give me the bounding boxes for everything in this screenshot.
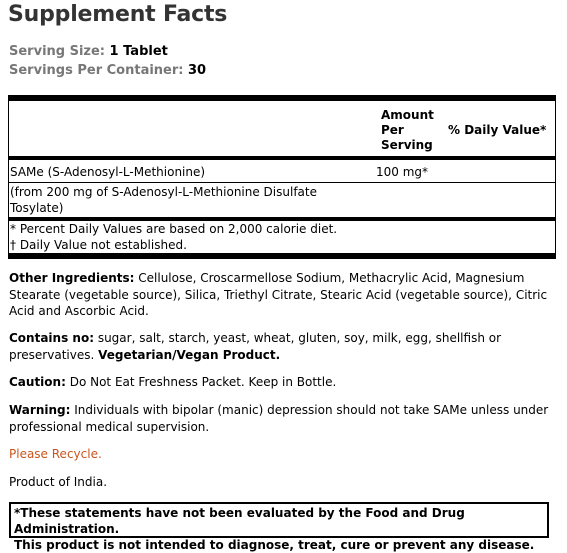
source-note-line-2: Tosylate) (10, 201, 64, 215)
servings-per-container-label: Servings Per Container: (9, 63, 184, 78)
source-note (10, 184, 317, 216)
daily-value-header: % Daily Value* (448, 123, 547, 137)
warning-label: Warning: (9, 403, 71, 417)
warning (9, 402, 549, 435)
warning-text: Individuals with bipolar (manic) depression should not take SAMe unless under professional medical supervision. (9, 403, 549, 434)
amount-header-line-2: Per (381, 123, 404, 137)
supplement-facts-title: Supplement Facts (8, 2, 228, 27)
fda-disclaimer (9, 502, 549, 552)
other-ingredients-label: Other Ingredients: (9, 271, 135, 285)
other-ingredients (9, 270, 549, 320)
contains-no-label: Contains no: (9, 331, 94, 345)
servings-per-container-value: 30 (188, 63, 207, 78)
amount-header-line-3: Serving (381, 138, 433, 152)
servings-per-container (9, 63, 206, 78)
table-top-rule (8, 95, 556, 101)
caution-text: Do Not Eat Freshness Packet. Keep in Bottle. (69, 375, 337, 389)
caution-label: Caution: (9, 375, 66, 389)
vegan-statement: Vegetarian/Vegan Product. (98, 347, 281, 362)
nutrient-row-amount: 100 mg* (376, 165, 429, 179)
caution (9, 374, 549, 391)
please-recycle: Please Recycle. (9, 447, 102, 461)
fda-disclaimer-line-2: This product is not intended to diagnose, treat, cure or prevent any disease. (14, 538, 535, 552)
product-origin: Product of India. (9, 475, 108, 489)
fda-disclaimer-line-1: *These statements have not been evaluated by the Food and Drug Administration. (14, 506, 465, 536)
source-note-line-1: (from 200 mg of S-Adenosyl-L-Methionine Disulfate (10, 185, 317, 199)
header-rule (8, 156, 556, 160)
contains-no (9, 330, 549, 363)
table-right-border (555, 95, 556, 253)
footnote-dv: * Percent Daily Values are based on 2,000 calorie diet. (10, 222, 338, 236)
serving-size-label: Serving Size: (9, 44, 106, 59)
footnote-dagger: † Daily Value not established. (10, 238, 187, 252)
amount-per-serving-header (381, 108, 434, 153)
other-ingredients-text: Cellulose, Croscarmellose Sodium, Methacrylic Acid, Magnesium Stearate (vegetable source), Silica, Triethyl Citrate, Stearic Acid (vegetable source), Citric Acid and Ascorbic Acid. (9, 271, 548, 318)
nutrient-row-name: SAMe (S-Adenosyl-L-Methionine) (10, 165, 206, 179)
serving-size-value: 1 Tablet (109, 44, 168, 59)
contains-no-text: sugar, salt, starch, yeast, wheat, gluten, soy, milk, egg, shellfish or preservatives. (9, 331, 502, 362)
footnotes (10, 221, 337, 253)
row-divider (8, 182, 556, 183)
amount-header-line-1: Amount (381, 108, 434, 122)
serving-size (9, 44, 168, 59)
table-bottom-rule (8, 253, 556, 259)
table-left-border (8, 95, 9, 253)
